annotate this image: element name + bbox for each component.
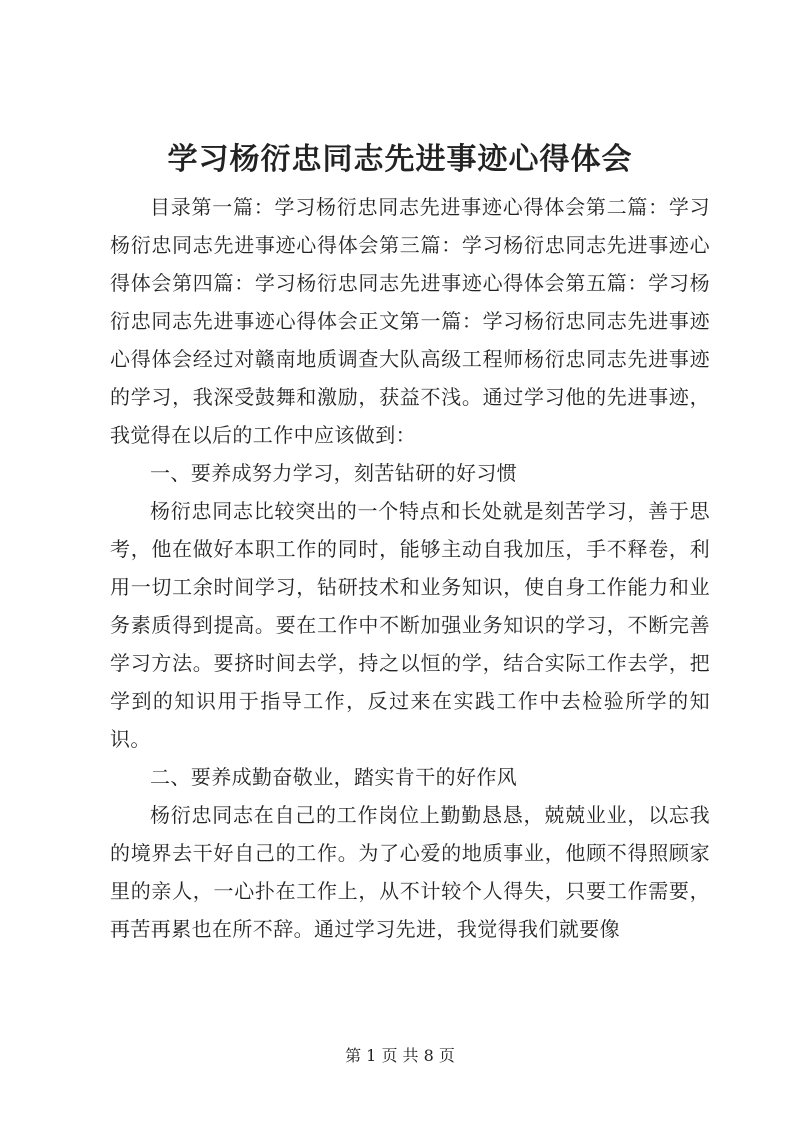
page-number-footer: 第 1 页 共 8 页 <box>345 1046 455 1065</box>
document-title: 学习杨衍忠同志先进事迹心得体会 <box>167 142 633 177</box>
paragraph-toc-intro: 目录第一篇：学习杨衍忠同志先进事迹心得体会第二篇：学习杨衍忠同志先进事迹心得体会第三篇：学习杨衍忠同志先进事迹心得体会第四篇：学习杨衍忠同志先进事迹心得体会第五篇：学习杨衍忠同志先进事迹心得体会正文第一篇：学习杨衍忠同志先进事迹心得体会经过对赣南地质调查大队高级工程师杨衍忠同志先进事迹的学习，我深受鼓舞和激励，获益不浅。通过学习他的先进事迹，我觉得在以后的工作中应该做到： <box>110 195 710 447</box>
paragraph-section-1: 杨衍忠同志比较突出的一个特点和长处就是刻苦学习，善于思考，他在做好本职工作的同时，能够主动自我加压，手不释卷，利用一切工余时间学习，钻研技术和业务知识，使自身工作能力和业务素质得到提高。要在工作中不断加强业务知识的学习，不断完善学习方法。要挤时间去学，持之以恒的学，结合实际工作去学，把学到的知识用于指导工作，反过来在实践工作中去检验所学的知识。 <box>110 499 710 751</box>
heading-section-2: 二、要养成勤奋敬业，踏实肯干的好作风 <box>150 765 518 789</box>
paragraph-section-2: 杨衍忠同志在自己的工作岗位上勤勤恳恳，兢兢业业，以忘我的境界去干好自己的工作。为了心爱的地质事业，他顾不得照顾家里的亲人，一心扑在工作上，从不计较个人得失，只要工作需要，再苦再累也在所不辞。通过学习先进，我觉得我们就要像 <box>110 803 710 941</box>
heading-section-1: 一、要养成努力学习，刻苦钻研的好习惯 <box>150 461 518 485</box>
document-body <box>110 188 710 948</box>
